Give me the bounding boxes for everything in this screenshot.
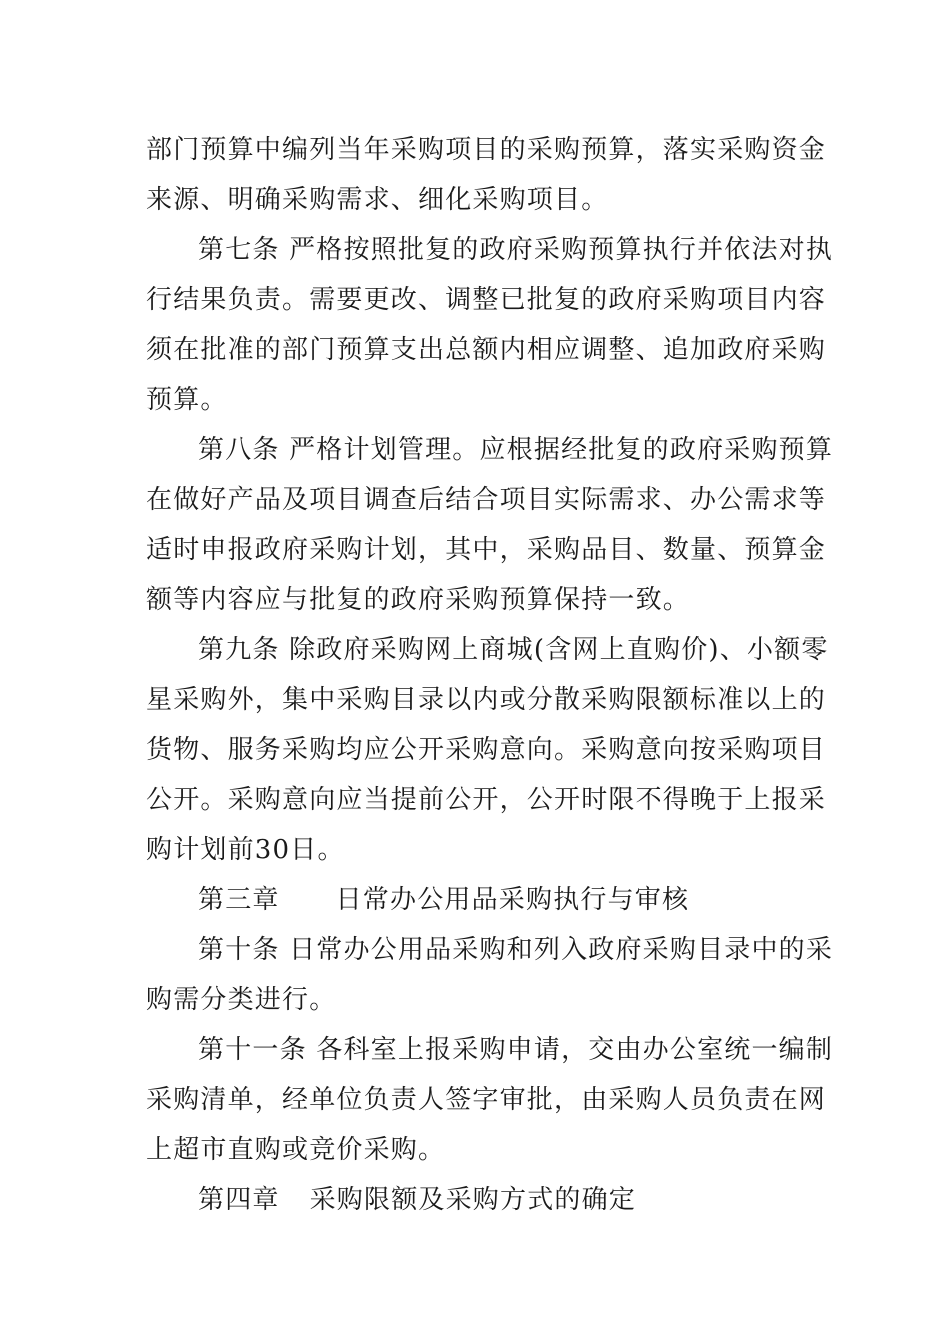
article-9-line: 购计划前30日。 bbox=[146, 835, 345, 865]
article-9-line: 第九条 除政府采购网上商城(含网上直购价)、小额零 bbox=[198, 635, 829, 665]
article-11-line: 上超市直购或竞价采购。 bbox=[146, 1135, 446, 1165]
article-7-line: 第七条 严格按照批复的政府采购预算执行并依法对执 bbox=[198, 235, 834, 265]
article-7-line: 行结果负责。需要更改、调整已批复的政府采购项目内容 bbox=[146, 285, 827, 315]
paragraph-line: 部门预算中编列当年采购项目的采购预算，落实采购资金 bbox=[146, 135, 827, 165]
article-8-line: 额等内容应与批复的政府采购预算保持一致。 bbox=[146, 585, 691, 615]
article-9-line: 货物、服务采购均应公开采购意向。采购意向按采购项目 bbox=[146, 735, 827, 765]
article-7-line: 须在批准的部门预算支出总额内相应调整、追加政府采购 bbox=[146, 335, 827, 365]
article-8-line: 适时申报政府采购计划，其中，采购品目、数量、预算金 bbox=[146, 535, 827, 565]
article-9-line: 星采购外，集中采购目录以内或分散采购限额标准以上的 bbox=[146, 685, 827, 715]
article-11-line: 采购清单，经单位负责人签字审批，由采购人员负责在网 bbox=[146, 1085, 827, 1115]
paragraph-line: 来源、明确采购需求、细化采购项目。 bbox=[146, 185, 609, 215]
article-9-line: 公开。采购意向应当提前公开，公开时限不得晚于上报采 bbox=[146, 785, 827, 815]
article-8-line: 在做好产品及项目调查后结合项目实际需求、办公需求等 bbox=[146, 485, 827, 515]
chapter-4-heading bbox=[146, 1175, 816, 1225]
article-8-line: 第八条 严格计划管理。应根据经批复的政府采购预算 bbox=[198, 435, 834, 465]
chapter-number: 第四章 bbox=[198, 1185, 280, 1215]
chapter-title: 采购限额及采购方式的确定 bbox=[309, 1185, 637, 1215]
chapter-number: 第三章 bbox=[198, 885, 280, 915]
article-10-line: 第十条 日常办公用品采购和列入政府采购目录中的采 bbox=[198, 935, 834, 965]
chapter-3-heading bbox=[146, 875, 816, 925]
article-11-line: 第十一条 各科室上报采购申请，交由办公室统一编制 bbox=[198, 1035, 834, 1065]
article-10-line: 购需分类进行。 bbox=[146, 985, 337, 1015]
document-body bbox=[146, 125, 834, 1225]
chapter-title: 日常办公用品采购执行与审核 bbox=[335, 885, 690, 915]
article-7-line: 预算。 bbox=[146, 385, 228, 415]
